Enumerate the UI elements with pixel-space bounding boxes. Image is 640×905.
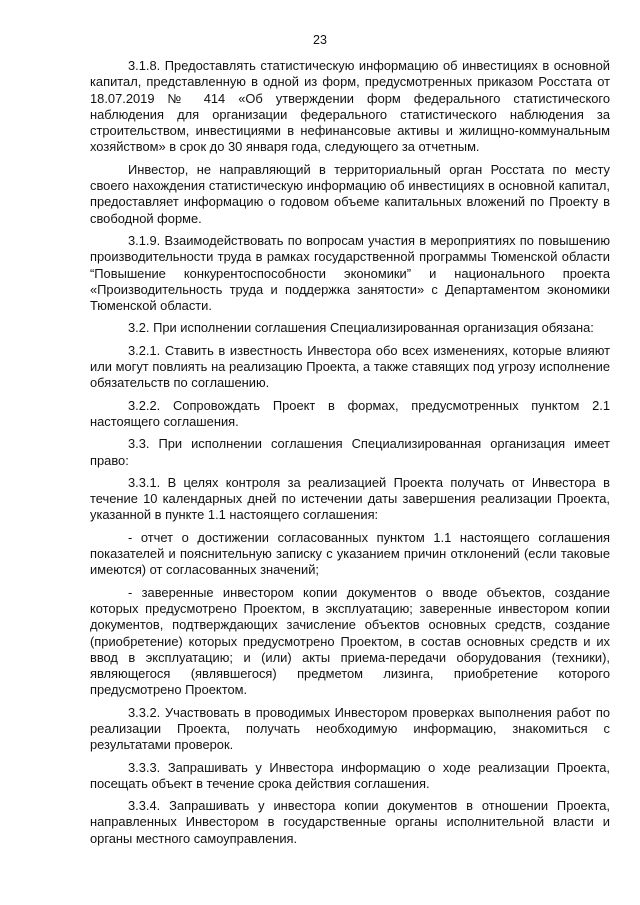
paragraph-3-2-1: 3.2.1. Ставить в известность Инвестора обо всех изменениях, которые влияют или могут повлиять на реализацию Проекта, а также ставящих под угрозу исполнение обязательств по соглашению.	[90, 342, 610, 391]
paragraph-3-3-1: 3.3.1. В целях контроля за реализацией Проекта получать от Инвестора в течение 10 календарных дней по истечении даты завершения реализации Проекта, указанной в пункте 1.1 настоящего соглашения:	[90, 474, 610, 523]
paragraph-3-3-4: 3.3.4. Запрашивать у инвестора копии документов в отношении Проекта, направленных Инвестором в государственные органы исполнительной власти и органы местного самоуправления.	[90, 798, 610, 846]
paragraph-3-3-3: 3.3.3. Запрашивать у Инвестора информацию о ходе реализации Проекта, посещать объект в течение срока действия соглашения.	[90, 759, 610, 791]
paragraph-3-1-9: 3.1.9. Взаимодействовать по вопросам участия в мероприятиях по повышению производительности труда в рамках государственной программы Тюменской области “Повышение конкурентоспособности экономики” и национального проекта «Производительность труда и поддержка занятости» с Департаментом экономики Тюменской области.	[90, 232, 610, 314]
paragraph-3-3: 3.3. При исполнении соглашения Специализированная организация имеет право:	[90, 436, 610, 468]
paragraph-investor-statistics: Инвестор, не направляющий в территориальный орган Росстата по месту своего нахождения статистическую информацию об инвестициях в основной капитал, предоставляет информацию о годовом объеме капитальных вложений по Проекту в свободной форме.	[90, 161, 610, 226]
paragraph-3-1-8: 3.1.8. Предоставлять статистическую информацию об инвестициях в основной капитал, представленную в одной из форм, предусмотренных приказом Росстата от 18.07.2019 № 414 «Об утверждении форм федерального статистического наблюдения для организации федерального статистического наблюдения за строительством, инвестициями в нефинансовые активы и жилищно-коммунальным хозяйством» в срок до 30 января года, следующего за отчетным.	[90, 58, 610, 155]
list-item-report: - отчет о достижении согласованных пунктом 1.1 настоящего соглашения показателей и пояснительную записку с указанием причин отклонений (если таковые имеются) от согласованных значений;	[90, 529, 610, 578]
list-item-documents: - заверенные инвестором копии документов о вводе объектов, создание которых предусмотрено Проектом, в эксплуатацию; заверенные инвестором копии документов, подтверждающих зачисление объектов основных средств, создание (приобретение) которых предусмотрено Проектом, в состав основных средств и их ввод в эксплуатацию; и (или) акты приема-передачи оборудования (техники), являющегося (являвшегося) предметом лизинга, приобретение которого предусмотрено Проектом.	[90, 584, 610, 698]
paragraph-3-3-2: 3.3.2. Участвовать в проводимых Инвестором проверках выполнения работ по реализации Проекта, получать необходимую информацию, знакомиться с результатами проверок.	[90, 704, 610, 753]
paragraph-3-2: 3.2. При исполнении соглашения Специализированная организация обязана:	[128, 320, 594, 336]
page-number: 23	[313, 33, 327, 47]
document-body	[90, 58, 610, 853]
paragraph-3-2-2: 3.2.2. Сопровождать Проект в формах, предусмотренных пунктом 2.1 настоящего соглашения.	[90, 397, 610, 429]
